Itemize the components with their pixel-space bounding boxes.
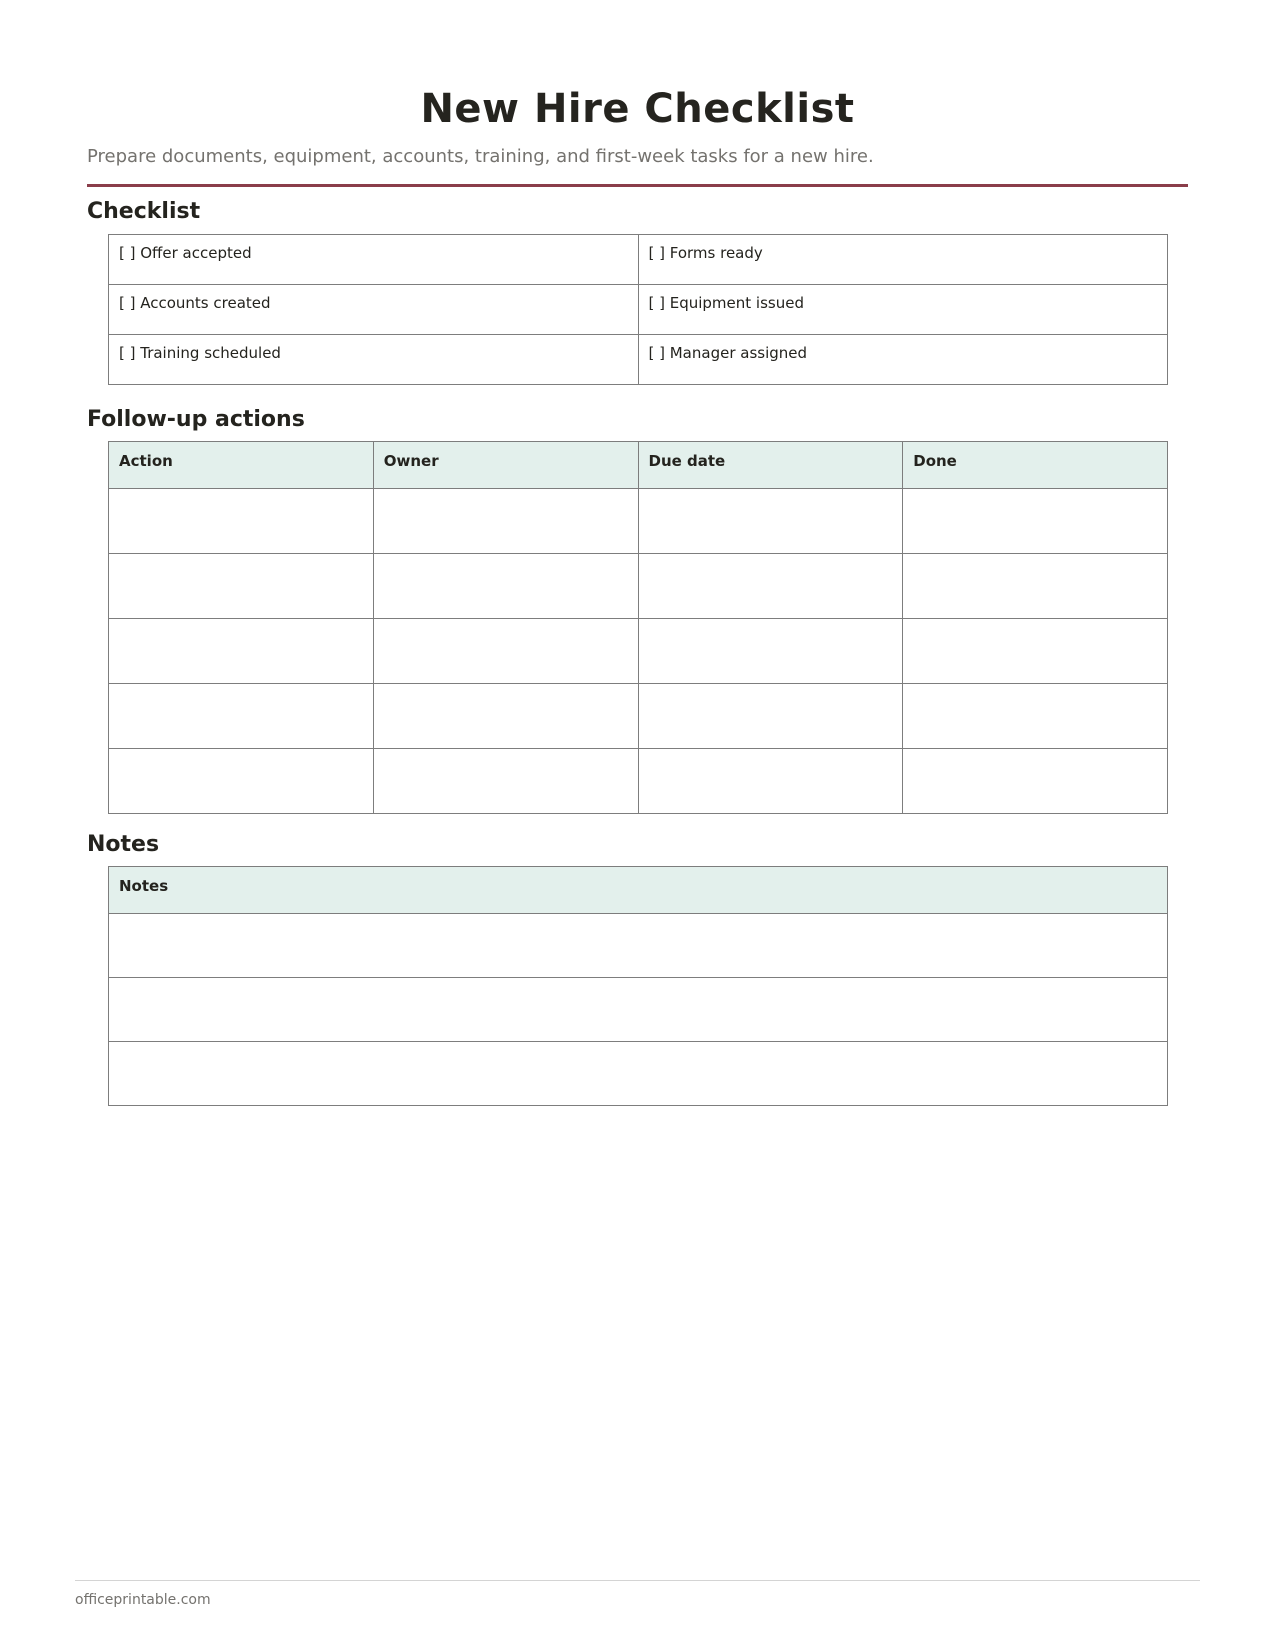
- action-cell[interactable]: [109, 684, 374, 749]
- checklist-item-forms-ready[interactable]: [ ] Forms ready: [638, 235, 1168, 285]
- due-date-cell[interactable]: [638, 489, 903, 554]
- due-date-cell[interactable]: [638, 619, 903, 684]
- followup-heading: Follow-up actions: [87, 407, 305, 432]
- table-row: [109, 285, 1168, 335]
- table-row: [109, 489, 1168, 554]
- notes-cell[interactable]: [109, 914, 1168, 978]
- checklist-item-offer-accepted[interactable]: [ ] Offer accepted: [109, 235, 639, 285]
- footer-source: officeprintable.com: [75, 1592, 211, 1608]
- page-title: New Hire Checklist: [420, 86, 855, 132]
- table-row: [109, 749, 1168, 814]
- owner-cell[interactable]: [373, 684, 638, 749]
- done-cell[interactable]: [903, 749, 1168, 814]
- table-row: [109, 978, 1168, 1042]
- action-cell[interactable]: [109, 489, 374, 554]
- action-cell[interactable]: [109, 619, 374, 684]
- done-cell[interactable]: [903, 684, 1168, 749]
- column-header-notes: Notes: [109, 867, 1168, 914]
- checklist-item-equipment-issued[interactable]: [ ] Equipment issued: [638, 285, 1168, 335]
- title-divider: [87, 184, 1188, 187]
- owner-cell[interactable]: [373, 489, 638, 554]
- table-row: [109, 335, 1168, 385]
- table-row: [109, 914, 1168, 978]
- column-header-owner: Owner: [373, 442, 638, 489]
- checklist-item-manager-assigned[interactable]: [ ] Manager assigned: [638, 335, 1168, 385]
- footer-divider: [75, 1580, 1200, 1581]
- due-date-cell[interactable]: [638, 749, 903, 814]
- table-header-row: [109, 442, 1168, 489]
- table-header-row: [109, 867, 1168, 914]
- action-cell[interactable]: [109, 749, 374, 814]
- notes-table: [108, 866, 1168, 1106]
- table-row: [109, 554, 1168, 619]
- checklist-table: [108, 234, 1168, 385]
- page-subtitle: Prepare documents, equipment, accounts, training, and first-week tasks for a new hire.: [87, 146, 874, 167]
- followup-table: [108, 441, 1168, 814]
- notes-cell[interactable]: [109, 978, 1168, 1042]
- owner-cell[interactable]: [373, 749, 638, 814]
- table-row: [109, 619, 1168, 684]
- checklist-item-accounts-created[interactable]: [ ] Accounts created: [109, 285, 639, 335]
- notes-heading: Notes: [87, 832, 160, 857]
- done-cell[interactable]: [903, 619, 1168, 684]
- table-row: [109, 684, 1168, 749]
- column-header-due-date: Due date: [638, 442, 903, 489]
- due-date-cell[interactable]: [638, 554, 903, 619]
- notes-cell[interactable]: [109, 1042, 1168, 1106]
- checklist-heading: Checklist: [87, 199, 201, 224]
- due-date-cell[interactable]: [638, 684, 903, 749]
- done-cell[interactable]: [903, 554, 1168, 619]
- action-cell[interactable]: [109, 554, 374, 619]
- owner-cell[interactable]: [373, 554, 638, 619]
- checklist-item-training-scheduled[interactable]: [ ] Training scheduled: [109, 335, 639, 385]
- column-header-action: Action: [109, 442, 374, 489]
- done-cell[interactable]: [903, 489, 1168, 554]
- column-header-done: Done: [903, 442, 1168, 489]
- owner-cell[interactable]: [373, 619, 638, 684]
- table-row: [109, 235, 1168, 285]
- table-row: [109, 1042, 1168, 1106]
